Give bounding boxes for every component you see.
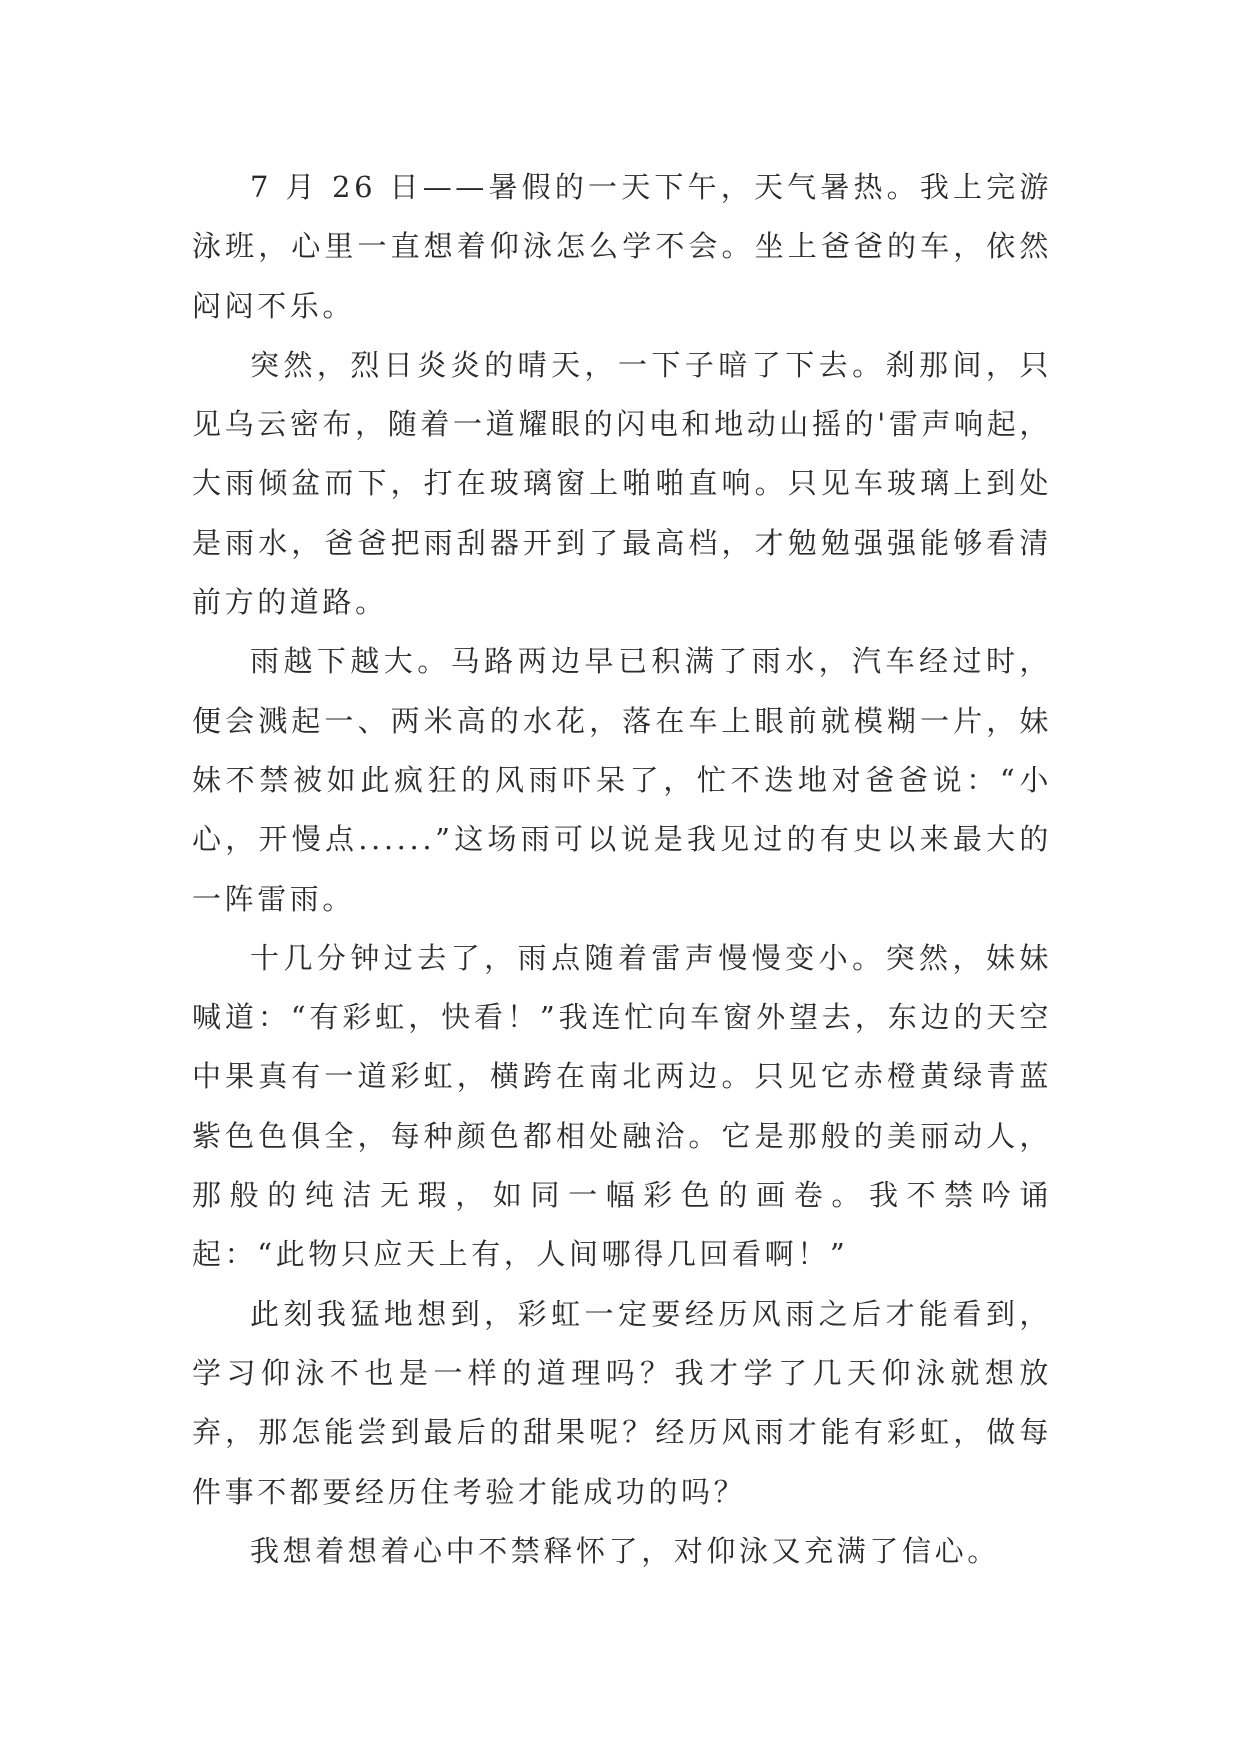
paragraph-5: 此刻我猛地想到，彩虹一定要经历风雨之后才能看到，学习仰泳不也是一样的道理吗？我才学了几天仰泳就想放弃，那怎能尝到最后的甜果呢？经历风雨才能有彩虹，做每件事不都要经历住考验才能成功的吗？ bbox=[192, 1296, 1052, 1509]
paragraph-6: 我想着想着心中不禁释怀了，对仰泳又充满了信心。 bbox=[250, 1533, 1000, 1568]
essay-body bbox=[192, 158, 1052, 1581]
paragraph-3: 雨越下越大。马路两边早已积满了雨水，汽车经过时，便会溅起一、两米高的水花，落在车上眼前就模糊一片，妹妹不禁被如此疯狂的风雨吓呆了，忙不迭地对爸爸说：“小心，开慢点......”这场雨可以说是我见过的有史以来最大的一阵雷雨。 bbox=[192, 644, 1052, 916]
paragraph-4: 十几分钟过去了，雨点随着雷声慢慢变小。突然，妹妹喊道：“有彩虹，快看！”我连忙向车窗外望去，东边的天空中果真有一道彩虹，横跨在南北两边。只见它赤橙黄绿青蓝紫色色俱全，每种颜色都相处融洽。它是那般的美丽动人，那般的纯洁无瑕，如同一幅彩色的画卷。我不禁吟诵起：“此物只应天上有，人间哪得几回看啊！” bbox=[192, 940, 1052, 1272]
paragraph-1: 7 月 26 日——暑假的一天下午，天气暑热。我上完游泳班，心里一直想着仰泳怎么学不会。坐上爸爸的车，依然闷闷不乐。 bbox=[192, 170, 1052, 323]
paragraph-2: 突然，烈日炎炎的晴天，一下子暗了下去。刹那间，只见乌云密布，随着一道耀眼的闪电和地动山摇的'雷声响起，大雨倾盆而下，打在玻璃窗上啪啪直响。只见车玻璃上到处是雨水，爸爸把雨刮器开到了最高档，才勉勉强强能够看清前方的道路。 bbox=[192, 347, 1052, 620]
